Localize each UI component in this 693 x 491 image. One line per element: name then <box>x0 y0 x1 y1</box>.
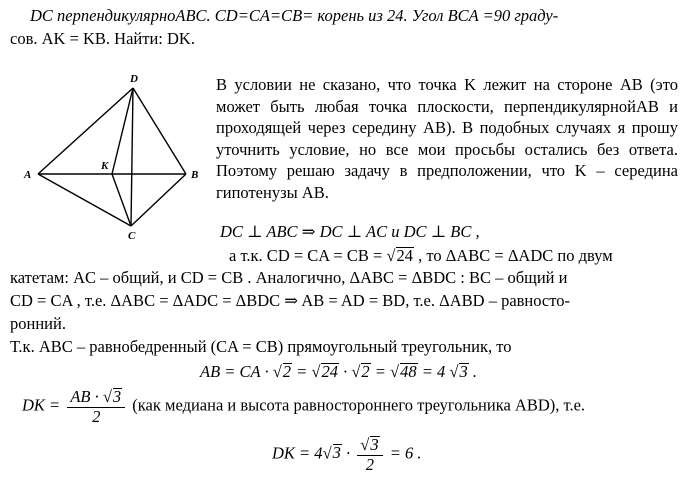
dk-denominator: 2 <box>92 406 101 426</box>
eq1-dot: · <box>343 362 348 381</box>
edge-dc <box>131 88 133 226</box>
edge-db <box>133 88 186 174</box>
eq1-period: . <box>472 362 477 381</box>
eq1-sqrt-24: 24 <box>321 362 338 381</box>
eq1-sqrt-2b: 2 <box>361 362 370 381</box>
dk-explanation: (как медиана и высота равностороннего треугольника ABD), т.е. <box>132 395 586 415</box>
edge-bc <box>131 174 186 226</box>
eq2-frac-denominator: 2 <box>365 454 375 474</box>
label-k: K <box>101 160 109 172</box>
edge-ac <box>38 174 131 226</box>
eq1-sqrt-3: 3 <box>459 362 468 381</box>
equation-dk-result: DK = 4√3 · $\frac{√3}{2}$ = 6 . <box>272 435 422 474</box>
eq1-equals-2: = <box>374 362 386 381</box>
eq1-sqrt-2: 2 <box>282 362 292 381</box>
eq1-equals-3: = 4 <box>421 362 446 381</box>
problem-line-2: сов. AK = KB. Найти: DK. <box>10 29 195 48</box>
solution-line-6: Т.к. ABC – равнобедренный (CA = CB) прямоугольный треугольник, то <box>10 337 512 356</box>
eq2-frac-sqrt-3: 3 <box>370 435 379 454</box>
dk-lhs: DK = <box>22 395 61 415</box>
solution-line-1: DC ⊥ ABC ⇒ DC ⊥ AC и DC ⊥ BC , <box>220 222 480 241</box>
solution-line-2-end: , то ΔABC = ΔADC по двум <box>418 246 613 265</box>
solution-line-2-start: а т.к. CD = CA = CB = <box>229 246 383 265</box>
solution-line-3: катетам: AC – общий, и CD = CB . Аналогично, ΔABC = ΔBDC : BC – общий и <box>10 268 568 287</box>
eq2-part-a: DK = 4 <box>272 443 323 463</box>
eq1-equals: = <box>296 362 308 381</box>
solution-line-2: а т.к. CD = CA = CB = √24 , то ΔABC = ΔADC по двум <box>229 246 613 265</box>
segment-kc <box>112 174 131 226</box>
eq2-fraction: $\frac{√3}{2}$ <box>357 436 382 473</box>
note-paragraph: В условии не сказано, что точка K лежит на стороне AB (это может быть любая точка плоскости, перпендикулярнойAB и проходящей через середину AB). В подобных случаях я прошу уточнить условие, но все мои просьбы остались без ответа. Поэтому решаю задачу в предположении, что K – середина гипотенузы AB. <box>216 75 678 202</box>
equation-ab: AB = CA · √2 = √24 · √2 = √48 = 4 √3 . <box>200 362 477 381</box>
sqrt-24: 24 <box>396 246 413 265</box>
problem-line-1: DC перпендикулярноABC. CD=CA=CB= корень из 24. Угол BCA =90 граду- <box>30 6 559 25</box>
segment-dk <box>112 88 133 174</box>
tetrahedron-figure <box>20 68 210 248</box>
label-d: D <box>130 73 138 85</box>
dk-sqrt-3: 3 <box>112 387 122 406</box>
eq2-sqrt-3: 3 <box>332 443 341 463</box>
edge-da <box>38 88 133 174</box>
label-b: B <box>191 169 199 181</box>
eq2-dot: · <box>346 443 351 463</box>
equation-dk-formula <box>22 388 585 425</box>
solution-line-5: ронний. <box>10 314 66 333</box>
label-a: A <box>24 169 32 181</box>
eq1-sqrt-48: 48 <box>400 362 417 381</box>
dk-numerator: AB · <box>70 387 99 406</box>
eq1-part-a: AB = CA · <box>200 362 269 381</box>
dk-fraction: $\frac{AB \cdot √3}{2}$ <box>67 388 125 425</box>
label-c: C <box>128 230 136 242</box>
eq2-result: = 6 . <box>389 443 422 463</box>
solution-line-4: CD = CA , т.е. ΔABC = ΔADC = ΔBDC ⇒ AB = AD = BD, т.е. ΔABD – равносто- <box>10 291 570 310</box>
